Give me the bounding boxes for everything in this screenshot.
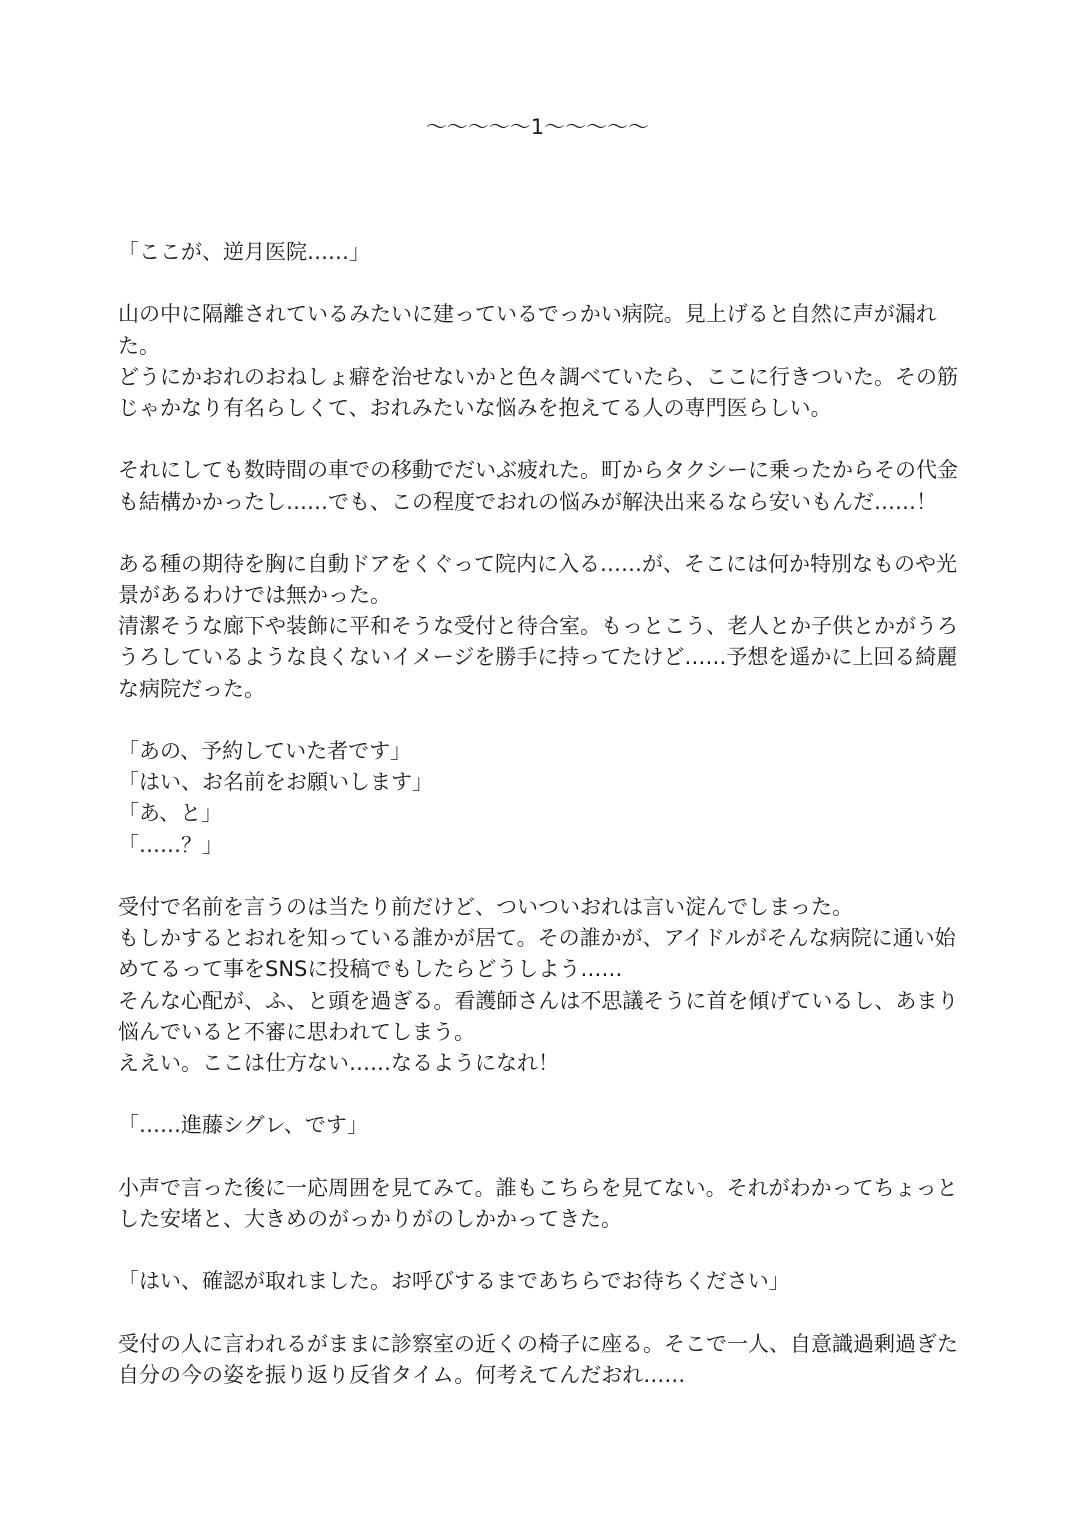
text-line: それにしても数時間の車での移動でだいぶ疲れた。町からタクシーに乗ったからその代金	[118, 458, 958, 483]
text-line: な病院だった。	[118, 676, 265, 701]
text-line: した安堵と、大きめのがっかりがのしかかってきた。	[118, 1206, 622, 1231]
blank-line	[118, 1235, 958, 1266]
blank-line	[118, 268, 958, 299]
blank-line	[118, 1297, 958, 1328]
text-line: 「あの、予約していた者です」	[118, 739, 412, 763]
text-line: 受付の人に言われるがままに診察室の近くの椅子に座る。そこで一人、自意識過剰過ぎた	[118, 1331, 958, 1356]
chapter-heading: 〜〜〜〜〜1〜〜〜〜〜	[425, 115, 650, 139]
text-line: どうにかおれのおねしょ癖を治せないかと色々調べていたら、ここに行きついた。その筋	[118, 364, 958, 389]
blank-line	[118, 861, 958, 892]
text-line: た。	[118, 333, 160, 358]
text-line: ある種の期待を胸に自動ドアをくぐって院内に入る……が、そこには何か特別なものや光	[118, 551, 957, 576]
blank-line	[118, 1141, 958, 1172]
blank-line	[118, 705, 958, 736]
text-line: も結構かかったし……でも、この程度でおれの悩みが解決出来るなら安いもんだ……！	[118, 489, 937, 514]
text-line: 「……？」	[118, 832, 223, 857]
blank-line	[118, 1079, 958, 1110]
text-line: 清潔そうな廊下や装飾に平和そうな受付と待合室。もっとこう、老人とか子供とかがうろ	[118, 614, 958, 639]
text-line: 「……進藤シグレ、です」	[118, 1113, 368, 1138]
text-line: ええい。ここは仕方ない……なるようになれ！	[118, 1050, 559, 1075]
text-line: もしかするとおれを知っている誰かが居て。その誰かが、アイドルがそんな病院に通い始	[118, 926, 956, 951]
text-line: めてるって事をSNSに投稿でもしたらどうしよう……	[118, 957, 623, 982]
text-line: うろしているような良くないイメージを勝手に持ってたけど……予想を遥かに上回る綺麗	[118, 645, 958, 670]
text-line: 「はい、確認が取れました。お呼びするまであちらでお待ちください」	[118, 1269, 790, 1294]
text-line: 小声で言った後に一応周囲を見てみて。誰もこちらを見てない。それがわかってちょっと	[118, 1175, 958, 1200]
text-line: 受付で名前を言うのは当たり前だけど、ついついおれは言い淀んでしまった。	[118, 894, 853, 919]
text-line: じゃかなり有名らしくて、おれみたいな悩みを抱えてる人の専門医らしい。	[118, 395, 832, 420]
text-line: そんな心配が、ふ、と頭を過ぎる。看護師さんは不思議そうに首を傾げているし、あまり	[118, 988, 959, 1013]
text-line: 「ここが、逆月医院……」	[118, 240, 370, 264]
text-line: 「あ、と」	[118, 801, 223, 826]
blank-line	[118, 424, 958, 455]
text-line: 山の中に隔離されているみたいに建っているでっかい病院。見上げると自然に声が漏れ	[118, 302, 937, 327]
story-body	[118, 237, 958, 1391]
blank-line	[118, 518, 958, 549]
text-line: 景があるわけでは無かった。	[118, 583, 391, 608]
text-line: 「はい、お名前をお願いします」	[118, 770, 433, 795]
text-line: 悩んでいると不審に思われてしまう。	[118, 1019, 475, 1044]
text-line: 自分の今の姿を振り返り反省タイム。何考えてんだおれ……	[118, 1362, 686, 1387]
